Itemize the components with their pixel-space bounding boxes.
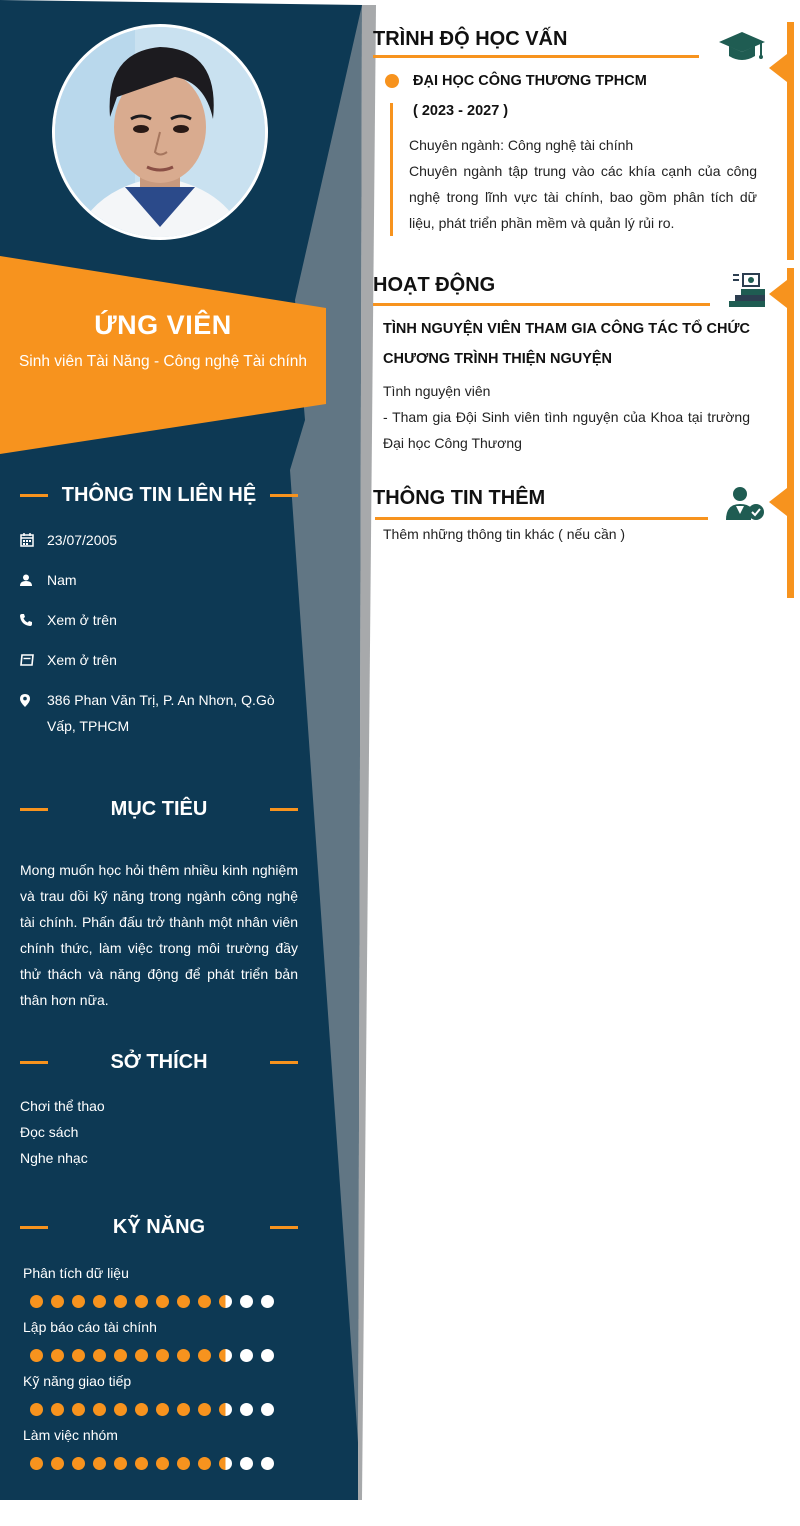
- skill-dot: [261, 1349, 274, 1362]
- skill-dot: [51, 1295, 64, 1308]
- education-side-bar: [787, 22, 794, 260]
- skill-dot: [177, 1295, 190, 1308]
- skill-dot: [198, 1349, 211, 1362]
- education-years: ( 2023 - 2027 ): [413, 103, 509, 119]
- more-info-underline: [375, 517, 708, 520]
- skill-dot: [51, 1457, 64, 1470]
- hobbies-heading-text: SỞ THÍCH: [110, 1051, 208, 1073]
- skill-dot: [198, 1457, 211, 1470]
- heading-dash: [20, 1061, 48, 1064]
- contact-heading-text: THÔNG TIN LIÊN HỆ: [61, 484, 257, 506]
- contact-phone: [20, 607, 300, 633]
- skill-dot: [114, 1457, 127, 1470]
- skill-dot: [30, 1349, 43, 1362]
- skill-dot: [156, 1295, 169, 1308]
- skill-dot: [240, 1295, 253, 1308]
- skill-dot: [30, 1403, 43, 1416]
- contact-birthdate: [20, 527, 300, 553]
- education-school: ĐẠI HỌC CÔNG THƯƠNG TPHCM: [413, 73, 647, 89]
- skill-dot: [156, 1457, 169, 1470]
- contact-email-text: Xem ở trên: [47, 652, 117, 668]
- skill-rating: [30, 1349, 274, 1362]
- skill-dot: [51, 1349, 64, 1362]
- skill-dot: [72, 1403, 85, 1416]
- skills-heading: [20, 1216, 298, 1239]
- skill-dot: [135, 1295, 148, 1308]
- skill-dot: [240, 1349, 253, 1362]
- activity-title: TÌNH NGUYỆN VIÊN THAM GIA CÔNG TÁC TỔ CHỨC CHƯƠNG TRÌNH THIỆN NGUYỆN: [383, 321, 750, 367]
- activity-description: - Tham gia Đội Sinh viên tình nguyện của Khoa tại trường Đại học Công Thương: [383, 409, 750, 451]
- contact-email: [20, 647, 300, 673]
- objective-text: Mong muốn học hỏi thêm nhiều kinh nghiệm và trau dồi kỹ năng trong ngành công nghệ tài chính. Phấn đấu trở thành một nhân viên chính thức, làm việc trong môi trường đầy thử thách và năng động để phát triển bản thân hơn nữa.: [20, 862, 298, 1008]
- phone-icon: [20, 607, 47, 633]
- hobby-item: Chơi thể thao: [20, 1098, 105, 1114]
- skill-dot: [177, 1457, 190, 1470]
- skill-dot: [240, 1457, 253, 1470]
- skill-dot: [198, 1295, 211, 1308]
- education-heading: TRÌNH ĐỘ HỌC VẤN: [373, 28, 568, 50]
- activities-side-bar: [787, 268, 794, 598]
- contact-gender: [20, 567, 300, 593]
- activities-underline: [373, 303, 710, 306]
- activity-role: Tình nguyện viên: [383, 383, 491, 399]
- skill-name: Làm việc nhóm: [23, 1427, 118, 1443]
- more-info-heading: THÔNG TIN THÊM: [373, 487, 546, 509]
- skill-dot: [261, 1295, 274, 1308]
- skill-dot: [177, 1349, 190, 1362]
- skill-rating: [30, 1457, 274, 1470]
- skills-heading-text: KỸ NĂNG: [112, 1216, 206, 1238]
- heading-dash: [270, 808, 298, 811]
- education-description: Chuyên ngành tập trung vào các khía cạnh của công nghệ trong lĩnh vực tài chính, bao gồm phân tích dữ liệu, phát triển phần mềm và quản lý rủi ro.: [409, 163, 757, 231]
- skill-dot: [114, 1403, 127, 1416]
- skill-dot: [240, 1403, 253, 1416]
- skill-dot: [30, 1457, 43, 1470]
- skill-dot: [51, 1403, 64, 1416]
- candidate-subtitle: Sinh viên Tài Năng - Công nghệ Tài chính: [18, 353, 308, 370]
- hobbies-list: [20, 1093, 105, 1171]
- skill-dot: [72, 1457, 85, 1470]
- email-icon: [20, 647, 47, 673]
- objective-heading: [20, 798, 298, 821]
- skill-dot: [114, 1349, 127, 1362]
- profile-photo: [52, 24, 268, 240]
- heading-dash: [270, 1061, 298, 1064]
- skill-dot: [72, 1349, 85, 1362]
- education-underline: [373, 55, 699, 58]
- contact-address-text: 386 Phan Văn Trị, P. An Nhơn, Q.Gò Vấp, TPHCM: [47, 692, 275, 734]
- heading-dash: [20, 1226, 48, 1229]
- activity-icon: [729, 271, 765, 312]
- contact-address: [20, 687, 300, 739]
- skill-dot: [177, 1403, 190, 1416]
- skill-dot: [93, 1295, 106, 1308]
- skill-dot: [261, 1403, 274, 1416]
- skill-rating: [30, 1403, 274, 1416]
- objective-heading-text: MỤC TIÊU: [110, 798, 208, 820]
- activities-heading: HOẠT ĐỘNG: [373, 274, 496, 296]
- skill-dot: [135, 1403, 148, 1416]
- skill-dot: [135, 1457, 148, 1470]
- user-check-icon: [726, 486, 764, 527]
- skill-dot: [72, 1295, 85, 1308]
- skill-name: Lập báo cáo tài chính: [23, 1319, 157, 1335]
- timeline-line: [390, 103, 393, 236]
- skill-dot: [219, 1403, 232, 1416]
- contact-heading: [20, 484, 298, 507]
- heading-dash: [20, 494, 48, 497]
- skill-rating: [30, 1295, 274, 1308]
- skill-name: Kỹ năng giao tiếp: [23, 1373, 132, 1389]
- location-icon: [20, 687, 47, 713]
- contact-gender-text: Nam: [47, 572, 77, 588]
- calendar-icon: [20, 527, 47, 553]
- skill-dot: [219, 1295, 232, 1308]
- activities-side-arrow: [769, 280, 787, 308]
- contact-birthdate-text: 23/07/2005: [47, 532, 118, 548]
- skill-dot: [135, 1349, 148, 1362]
- hobby-item: Đọc sách: [20, 1124, 79, 1140]
- skill-dot: [93, 1349, 106, 1362]
- skill-dot: [93, 1457, 106, 1470]
- more-info-side-arrow: [769, 488, 787, 516]
- graduation-cap-icon: [719, 30, 765, 69]
- skill-dot: [93, 1403, 106, 1416]
- heading-dash: [20, 808, 48, 811]
- education-major: Chuyên ngành: Công nghệ tài chính: [409, 137, 634, 153]
- hobbies-heading: [20, 1051, 298, 1074]
- skill-dot: [261, 1457, 274, 1470]
- contact-phone-text: Xem ở trên: [47, 612, 117, 628]
- skill-dot: [219, 1457, 232, 1470]
- candidate-name: ỨNG VIÊN: [94, 310, 232, 340]
- skill-dot: [156, 1403, 169, 1416]
- skill-name: Phân tích dữ liệu: [23, 1265, 129, 1281]
- skill-dot: [114, 1295, 127, 1308]
- skill-dot: [156, 1349, 169, 1362]
- person-icon: [20, 567, 47, 593]
- education-side-arrow: [769, 54, 787, 82]
- heading-dash: [270, 1226, 298, 1229]
- more-info-text: Thêm những thông tin khác ( nếu cần ): [383, 526, 626, 542]
- skill-dot: [219, 1349, 232, 1362]
- heading-dash: [270, 494, 298, 497]
- skill-dot: [198, 1403, 211, 1416]
- skill-dot: [30, 1295, 43, 1308]
- timeline-dot: [385, 74, 399, 88]
- hobby-item: Nghe nhạc: [20, 1150, 88, 1166]
